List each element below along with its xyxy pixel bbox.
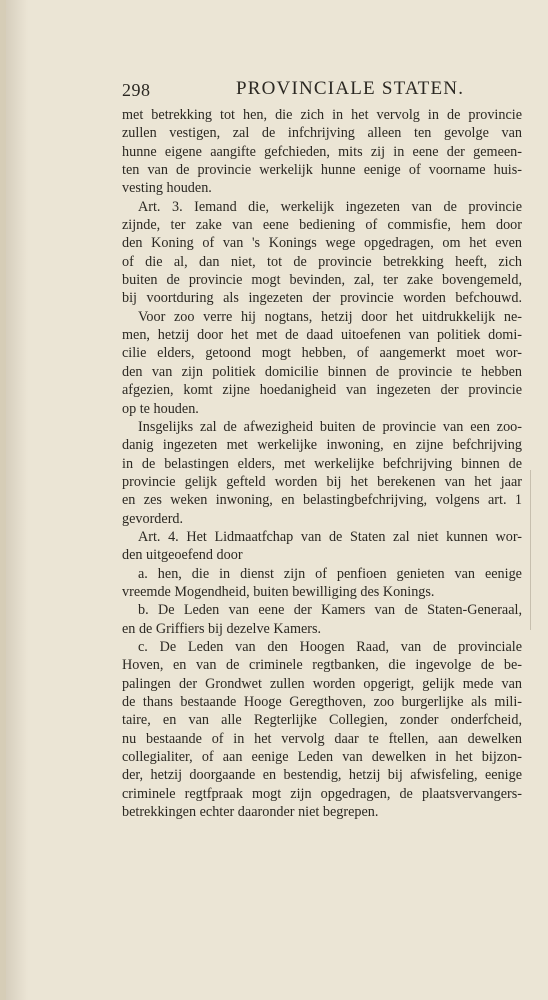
text-line: taire, en van alle Regterlijke Collegien, zonder onderfcheid, [122, 712, 522, 729]
text-line: zullen vestigen, zal de infchrijving alleen ten gevolge van [122, 125, 522, 142]
text-line: buiten de provincie mogt bevinden, zal, ter zake bovengemeld, [122, 272, 522, 289]
text-line: c. De Leden van den Hoogen Raad, van de provinciale [138, 638, 522, 655]
text-line: den uitgeoefend door [122, 547, 243, 564]
text-line: men, hetzij door het met de daad uitoefenen van politiek domi- [122, 327, 522, 344]
page-header [122, 76, 522, 106]
text-line: cilie elders, getoond mogt hebben, of aangemerkt moet wor- [122, 345, 522, 362]
text-line: Art. 4. Het Lidmaatfchap van de Staten zal niet kunnen wor- [138, 528, 522, 545]
text-line: Voor zoo verre hij nogtans, hetzij door het uitdrukkelijk ne- [138, 308, 522, 325]
text-line: den Koning of van 's Konings wege opgedragen, om het even [122, 235, 522, 252]
text-line: Insgelijks zal de afwezigheid buiten de provincie van een zoo- [138, 418, 522, 435]
text-line: hunne eigene aangifte gefchieden, mits zij in eene der gemeen- [122, 143, 522, 160]
text-line: den van zijn politiek domicilie binnen de provincie te hebben [122, 363, 522, 380]
text-line: collegialiter, of aan eenige Leden van dewelken in het bijzon- [122, 749, 522, 766]
text-line: met betrekking tot hen, die zich in het vervolg in de provincie [122, 107, 522, 123]
text-line: bij voortduring als ingezeten der provincie worden befchouwd. [122, 290, 522, 307]
margin-rule [530, 470, 531, 630]
text-line: zijnde, ter zake van eene bediening of commisfie, hem door [122, 217, 522, 234]
text-line: in de belastingen elders, met werkelijke befchrijving binnen de [122, 455, 522, 472]
text-line: criminele regtfpraak mogt zijn opgedragen, de plaatsvervangers- [122, 785, 522, 802]
text-line: betrekkingen echter daaronder niet begrepen. [122, 804, 379, 821]
text-line: en zes weken inwoning, en belastingbefchrijving, volgens art. 1 [122, 492, 522, 509]
text-line: der, hetzij doorgaande en bestendig, hetzij bij afwisfeling, eenige [122, 767, 522, 784]
text-line: vesting houden. [122, 180, 212, 197]
text-line: afgezien, komt zijne hoedanigheid van ingezeten der provincie [122, 382, 522, 399]
text-line: Art. 3. Iemand die, werkelijk ingezeten van de provincie [138, 198, 522, 215]
running-title: PROVINCIALE STATEN. [236, 78, 465, 99]
text-line: de thans bestaande Hooge Geregthoven, zoo burgerlijke als mili- [122, 694, 522, 710]
text-line: Hoven, en van de criminele regtbanken, die ingevolge de be- [122, 657, 522, 674]
body-text [122, 106, 522, 821]
text-line: of die al, dan niet, tot de provincie betrekking heeft, zich [122, 253, 522, 270]
text-line: provincie gelijk gefteld worden bij het berekenen van het jaar [122, 473, 522, 490]
text-line: palingen der Grondwet zullen worden opgerigt, gelijk mede van [122, 675, 522, 692]
text-line: en de Griffiers bij dezelve Kamers. [122, 620, 322, 637]
text-line: nu bestaande of in het vervolg daar te ftellen, aan dewelken [122, 730, 522, 747]
text-line: gevorderd. [122, 510, 184, 527]
text-line: b. De Leden van eene der Kamers van de Staten-Generaal, [138, 602, 522, 619]
gutter-shadow [6, 0, 28, 1000]
page-number: 298 [122, 80, 151, 100]
text-line: vreemde Mogendheid, buiten bewilliging des Konings. [122, 583, 435, 600]
text-line: danig ingezeten met werkelijke inwoning, en zijne befchrijving [122, 437, 522, 454]
text-line: ten van de provincie werkelijk hunne eenige of voorname huis- [122, 162, 522, 179]
text-line: op te houden. [122, 400, 199, 417]
text-line: a. hen, die in dienst zijn of penfioen genieten van eenige [138, 565, 522, 582]
